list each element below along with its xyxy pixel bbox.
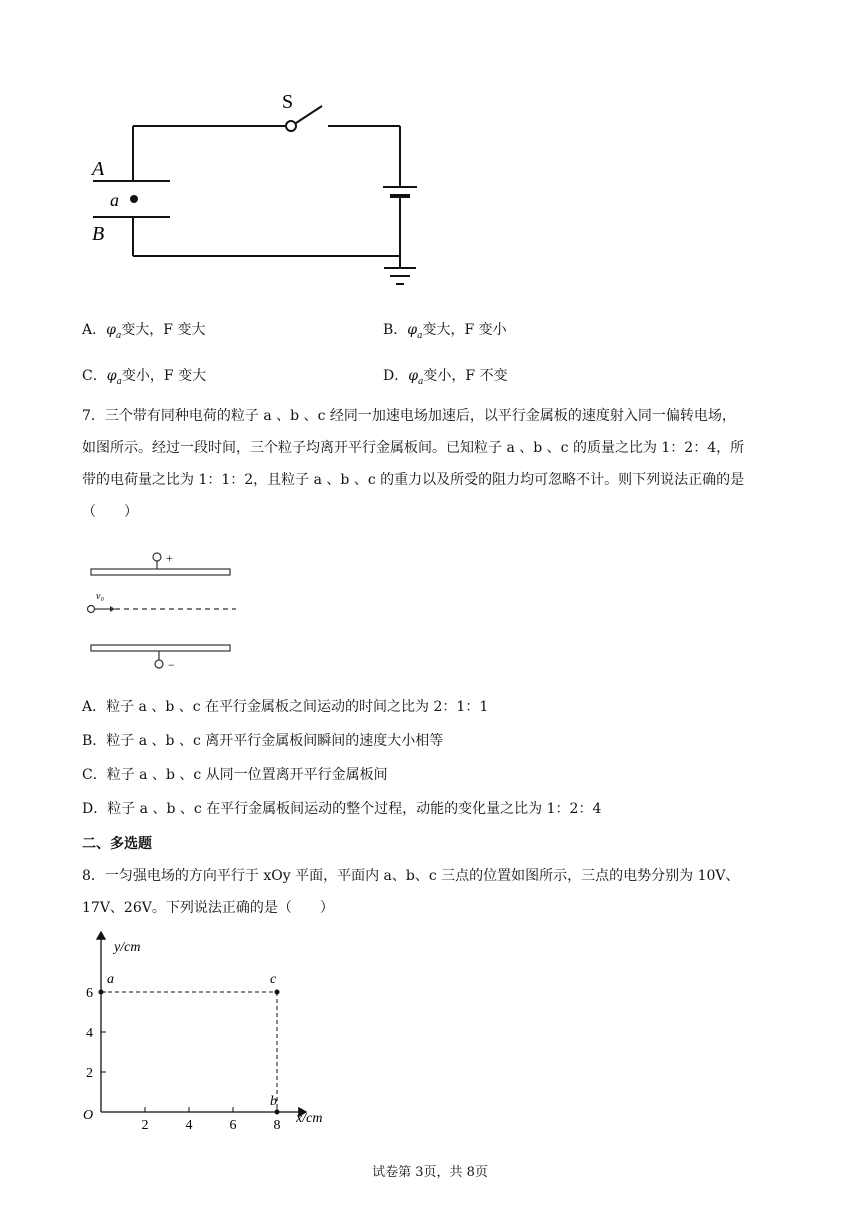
- y-tick-label: 6: [86, 986, 93, 1001]
- point-label-c: c: [270, 972, 277, 987]
- q8-stem-line-2: 17V、26V。下列说法正确的是（ ）: [82, 900, 334, 916]
- phi-symbol: φ: [106, 368, 117, 384]
- x-tick-label: 6: [229, 1118, 237, 1133]
- switch-label: S: [282, 91, 294, 113]
- point-a: [99, 990, 104, 995]
- page-footer: 试卷第 3页，共 8页: [372, 1165, 488, 1180]
- option-text: 变小，F 变大: [121, 368, 207, 384]
- phi-subscript: a: [115, 330, 122, 341]
- plate-b-label: B: [92, 223, 105, 245]
- phi-subscript: a: [417, 330, 423, 341]
- x-tick-label: 2: [141, 1118, 149, 1133]
- v0-label: v₀: [96, 591, 104, 602]
- phi-symbol: φ: [407, 322, 418, 338]
- q7-option-a[interactable]: A．粒子 a 、b 、c 在平行金属板之间运动的时间之比为 2：1：1: [82, 699, 489, 715]
- phi-subscript: a: [418, 376, 424, 387]
- q7-stem-line-2: 如图所示。经过一段时间，三个粒子均离开平行金属板间。已知粒子 a 、b 、c 的质量之比为 1：2：4，所: [82, 440, 745, 456]
- phi-symbol: φ: [408, 368, 419, 384]
- x-axis-label: x/cm: [296, 1111, 323, 1126]
- q8-stem-line-1: 8．一匀强电场的方向平行于 xOy 平面，平面内 a、b、c 三点的位置如图所示，三点的电势分别为 10V、: [82, 868, 740, 884]
- phi-subscript: a: [116, 376, 122, 387]
- option-letter: A．: [82, 322, 107, 338]
- option-letter: C．: [82, 368, 107, 384]
- origin-label: O: [83, 1108, 94, 1123]
- option-text: 变小，F 不变: [423, 368, 508, 384]
- point-label-a: a: [107, 972, 114, 987]
- q7-option-c[interactable]: C．粒子 a 、b 、c 从同一位置离开平行金属板间: [82, 767, 388, 783]
- q7-stem-line-1: 7．三个带有同种电荷的粒子 a 、b 、c 经同一加速电场加速后，以平行金属板的速度射入同一偏转电场，: [82, 408, 736, 424]
- x-tick-label: 8: [273, 1118, 281, 1133]
- point-label-b: b: [270, 1094, 277, 1109]
- plate-a-label: A: [92, 158, 105, 180]
- y-tick-label: 2: [86, 1066, 93, 1081]
- plus-sign: +: [166, 551, 173, 565]
- section-heading: 二、多选题: [82, 836, 152, 852]
- point-a-label: a: [110, 190, 119, 210]
- q7-stem-line-3: 带的电荷量之比为 1：1：2，且粒子 a 、b 、c 的重力以及所受的阻力均可忽略不计。则下列说法正确的是: [82, 472, 745, 488]
- option-text: 变大，F 变大: [121, 322, 206, 338]
- option-text: 变大，F 变小: [422, 322, 507, 338]
- point-b: [275, 1110, 280, 1115]
- point-c: [275, 990, 280, 995]
- q7-option-b[interactable]: B．粒子 a 、b 、c 离开平行金属板间瞬间的速度大小相等: [82, 733, 444, 749]
- minus-sign: −: [168, 658, 175, 672]
- phi-symbol: φ: [106, 322, 116, 338]
- option-letter: D．: [383, 368, 409, 384]
- y-tick-label: 4: [86, 1026, 93, 1041]
- option-letter: B．: [383, 322, 408, 338]
- q7-stem-line-4: （ ）: [82, 504, 138, 520]
- x-tick-label: 4: [185, 1118, 193, 1133]
- y-axis-label: y/cm: [114, 940, 141, 955]
- q7-option-d[interactable]: D．粒子 a 、b 、c 在平行金属板间运动的整个过程，动能的变化量之比为 1：2：4: [82, 801, 602, 817]
